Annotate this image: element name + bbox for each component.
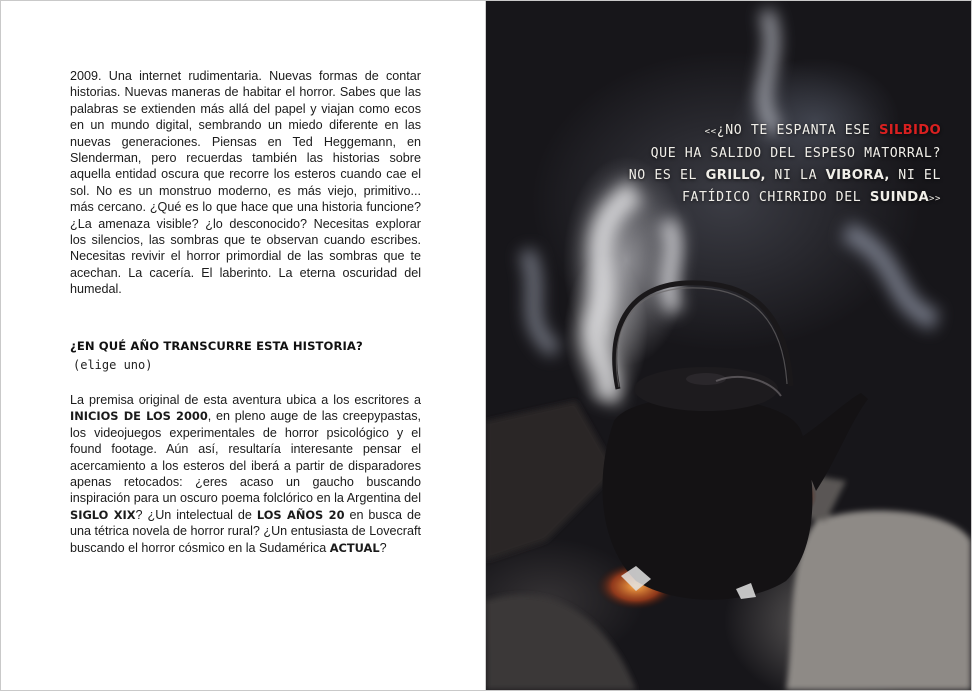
accent-silbido: SILBIDO <box>878 123 941 138</box>
choose-one-hint: (elige uno) <box>73 358 153 372</box>
option-1920s: LOS AÑOS 20 <box>256 507 345 522</box>
premise-paragraph: La premisa original de esta aventura ubica a los escritores a INICIOS DE LOS 2000, en pleno auge de las creepypastas, los videojuegos experimentales de horror psicológico y el found footage. Aún así, resultaría interesante pensar el acercamiento a los esteros del iberá a partir de disparadores apenas retocados: ¿eres acaso un gaucho buscando inspiración para un oscuro poema folclórico en la Argentina del SIGLO XIX? ¿Un intelectual de LOS AÑOS 20 en busca de una tétrica novela de horror rural? ¿Un entusiasta de Lovecraft buscando el horror cósmico en la Sudamérica ACTUAL? <box>70 393 421 555</box>
question-heading: ¿EN QUÉ AÑO TRANSCURRE ESTA HISTORIA? <box>70 339 363 353</box>
intro-paragraph: 2009. Una internet rudimentaria. Nuevas formas de contar historias. Nuevas maneras de habitar el horror. Sabes que las palabras se extienden más allá del papel y viajan como ecos en un mundo digital, sembrando un miedo diferente en las nuevas generaciones. Piensas en Ted Heggemann, en Slenderman, pero recuerdas también las historias sobre aquella entidad oscura que recorre los esteros cuando cae el sol. No es un monstruo moderno, es más viejo, primitivo... más cercano. ¿Qué es lo que hace que una historia funcione? ¿La amenaza visible? ¿lo desconocido? Necesitas explorar los silencios, las sombras que te observan cuando escribes. Necesitas revivir el horror primordial de las sombras que te acechan. La cacería. El laberinto. La eterna oscuridad del humedal. <box>70 69 421 297</box>
left-page <box>1 1 486 690</box>
accent-grillo: GRILLO, <box>705 168 766 183</box>
option-present: ACTUAL <box>329 540 380 555</box>
epigraph-quote: <<¿NO TE ESPANTA ESE SILBIDO QUE HA SALIDO DEL ESPESO MATORRAL? NO ES EL GRILLO, NI LA VIBORA, NI EL FATÍDICO CHIRRIDO DEL SUINDA>> <box>628 123 941 205</box>
accent-vibora: VIBORA, <box>825 168 890 183</box>
right-page-photo <box>486 1 971 690</box>
option-early-2000s: INICIOS DE LOS 2000 <box>70 409 208 424</box>
option-19th-century: SIGLO XIX <box>70 507 136 522</box>
accent-suinda: SUINDA <box>869 190 929 205</box>
kettle-campfire-illustration <box>486 1 971 690</box>
